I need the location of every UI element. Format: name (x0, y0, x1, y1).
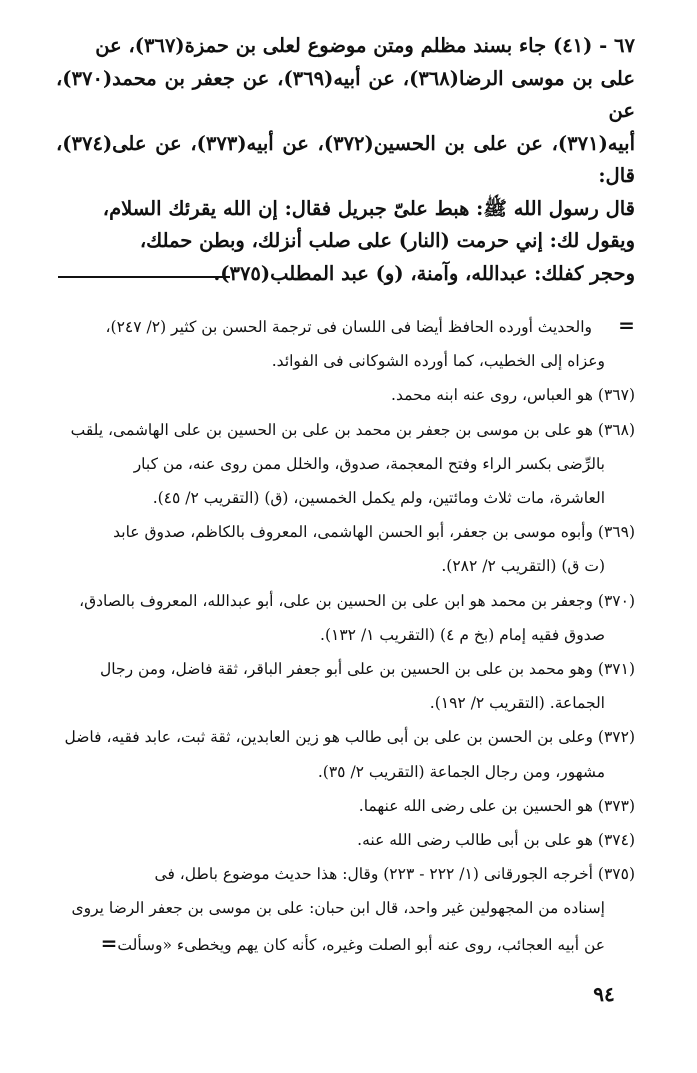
footnote-line: (ت ق) (التقريب ٢/ ٢٨٢). (441, 557, 605, 576)
footnote-line: الجماعة. (التقريب ٢/ ١٩٢). (429, 694, 605, 713)
footnote-line: (٣٧١) وهو محمد بن على بن الحسين بن على أبو جعفر الباقر، ثقة فاضل، ومن رجال (100, 660, 635, 679)
footnote-line: وعزاه إلى الخطيب، كما أورده الشوكانى فى الفوائد. (271, 352, 605, 371)
page-number: ٩٤ (593, 982, 615, 1006)
footnote-line: (٣٧٣) هو الحسين بن على رضى الله عنهما. (358, 796, 635, 815)
footnote-line: (٣٧٤) هو على بن أبى طالب رضى الله عنه. (357, 831, 635, 850)
footnotes (56, 308, 635, 962)
main-line: ويقول لك: إني حرمت (النار) على صلب أنزلك، وبطن حملك، (139, 229, 635, 252)
footnote-line: إسناده من المجهولين غير واحد، قال ابن حبان: على بن موسى بن جعفر الرضا يروى (71, 899, 605, 918)
footnote-text: عن أبيه العجائب، روى عنه أبو الصلت وغيره، كأنه كان يهم ويخطىء «وسألت (117, 935, 605, 954)
continues-mark: = (100, 930, 118, 955)
footnote-line: (٣٧٠) وجعفر بن محمد هو ابن على بن الحسين بن على، أبو عبدالله، المعروف بالصادق، (79, 591, 635, 610)
main-line: قال رسول الله ﷺ: هبط علىّ جبريل فقال: إن الله يقرئك السلام، (102, 196, 635, 220)
footnote-line: (٣٧٢) وعلى بن الحسن بن على بن أبى طالب هو زين العابدين، ثقة ثبت، عابد فقيه، فاضل (64, 728, 635, 747)
footnote-line: (٣٦٩) وأبوه موسى بن جعفر، أبو الحسن الهاشمى، المعروف بالكاظم، صدوق عابد (113, 523, 635, 542)
footnote-line: العاشرة، مات ثلاث ومائتين، ولم يكمل الخمسين، (ق) (التقريب ٢/ ٤٥). (152, 489, 605, 508)
main-line: على بن موسى الرضا(٣٦٨)، عن أبيه(٣٦٩)، عن جعفر بن محمد(٣٧٠)، عن (56, 66, 635, 122)
footnote-line: مشهور، ومن رجال الجماعة (التقريب ٢/ ٣٥). (317, 762, 605, 781)
continuation-mark: = (618, 313, 635, 337)
footnote-line: صدوق فقيه إمام (بخ م ٤) (التقريب ١/ ١٣٢). (320, 625, 605, 644)
main-text (56, 30, 635, 290)
footnote-line: (٣٦٧) هو العباس، روى عنه ابنه محمد. (391, 386, 635, 405)
footnote-line (56, 926, 635, 962)
footnote-separator (58, 276, 230, 278)
footnote-text: والحديث أورده الحافظ أيضا فى اللسان فى ترجمة الحسن بن كثير (٢/ ٢٤٧)، (105, 318, 592, 336)
footnote-line (56, 308, 635, 344)
main-line: أبيه(٣٧١)، عن على بن الحسين(٣٧٢)، عن أبيه(٣٧٣)، عن على(٣٧٤)، قال: (56, 131, 635, 187)
main-line: وحجر كفلك: عبدالله، وآمنة، (و) عبد المطلب(٣٧٥). (213, 261, 635, 285)
main-line: ٦٧ - (٤١) جاء بسند مظلم ومتن موضوع لعلى بن حمزة(٣٦٧)، عن (95, 34, 635, 57)
footnote-line: (٣٦٨) هو على بن موسى بن جعفر بن محمد بن على بن الحسين بن على الهاشمى، يلقب (70, 420, 635, 439)
footnote-line: بالرِّضى بكسر الراء وفتح المعجمة، صدوق، والخلل ممن روى عنه، من كبار (133, 454, 605, 473)
footnote-line: (٣٧٥) أخرجه الجورقانى (١/ ٢٢٢ - ٢٢٣) وقال: هذا حديث موضوع باطل، فى (154, 865, 635, 884)
